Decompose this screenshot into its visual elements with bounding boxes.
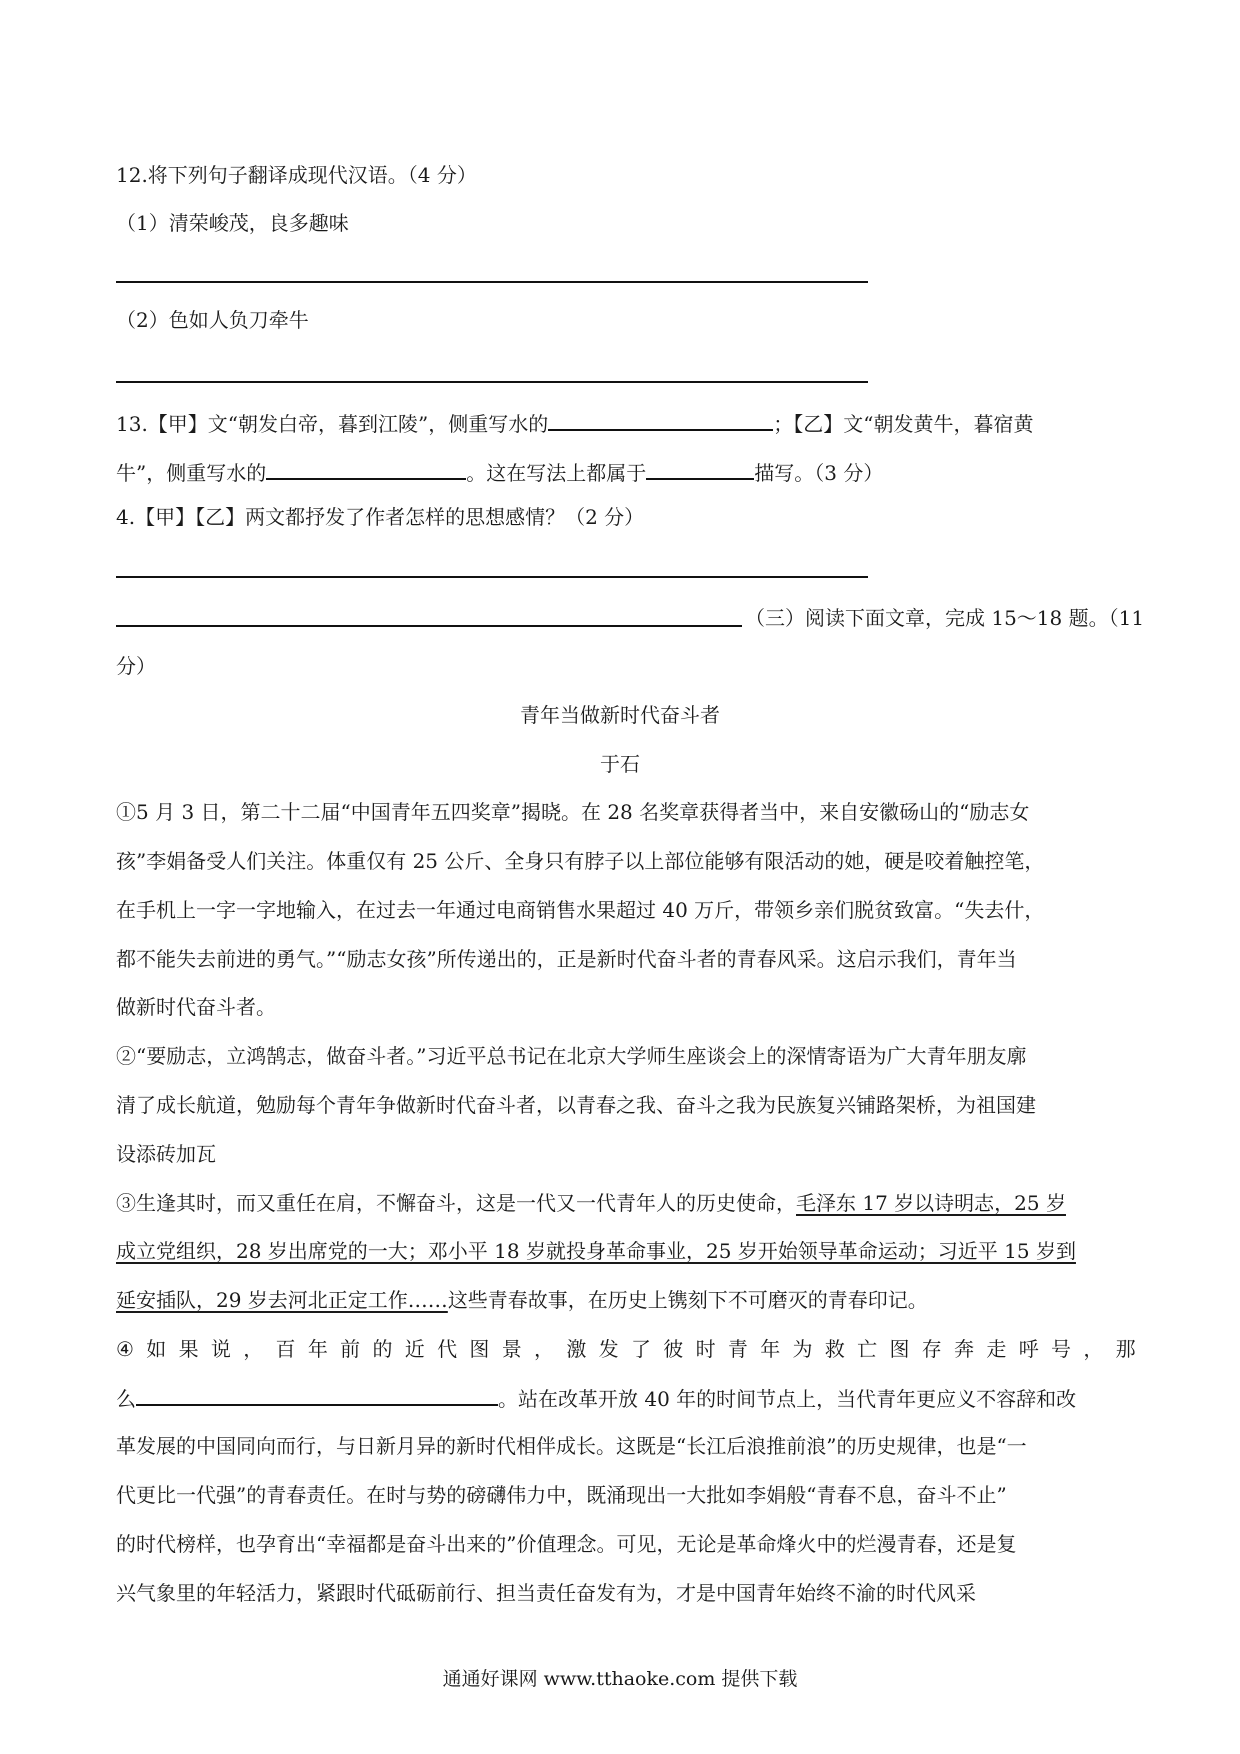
spaced-char: 走 <box>986 1337 1007 1361</box>
spaced-char: 年 <box>760 1337 781 1361</box>
paragraph-2-line: ②“要励志，立鸿鹄志，做奋斗者。”习近平总书记在北京大学师生座谈会上的深情寄语为广大青年朋友廓 <box>116 1044 1027 1068</box>
q13-line-1 <box>116 409 1034 437</box>
paragraph-4-line: 的时代榜样，也孕育出“幸福都是奋斗出来的”价值理念。可见，无论是革命烽火中的烂漫青春，还是复 <box>116 1532 1017 1556</box>
paragraph-3-text: ③生逢其时，而又重任在肩，不懈奋斗，这是一代又一代青年人的历史使命， <box>116 1191 796 1215</box>
paragraph-1-line: 都不能失去前进的勇气。”“励志女孩”所传递出的，正是新时代奋斗者的青春风采。这启示我们，青年当 <box>116 947 1017 971</box>
spaced-char: ④ <box>116 1337 134 1361</box>
paragraph-4-text: 。站在改革开放 40 年的时间节点上，当代青年更应义不容辞和改 <box>498 1387 1077 1411</box>
spaced-char: 激 <box>566 1337 587 1361</box>
spaced-char: 图 <box>889 1337 910 1361</box>
paragraph-4-line <box>116 1384 1076 1412</box>
spaced-char: 呼 <box>1018 1337 1039 1361</box>
spaced-char: 说 <box>210 1337 231 1361</box>
answer-line[interactable] <box>116 576 868 578</box>
paragraph-3-line <box>116 1287 928 1313</box>
spaced-char: 时 <box>695 1337 716 1361</box>
spaced-char: ， <box>534 1337 554 1361</box>
fill-blank[interactable] <box>136 1384 498 1406</box>
spaced-char: 景 <box>501 1337 522 1361</box>
section-3-heading-cont: 分） <box>116 654 156 678</box>
footer-source: 通通好课网 www.tthaoke.com 提供下载 <box>442 1668 798 1690</box>
spaced-char: ， <box>243 1337 264 1361</box>
spaced-char: 近 <box>404 1337 425 1361</box>
spaced-char: 那 <box>1115 1337 1136 1361</box>
paragraph-3-line <box>116 1190 1066 1216</box>
q13-text: 描写。（3 分） <box>754 461 884 485</box>
spaced-char: 年 <box>307 1337 328 1361</box>
spaced-char: 如 <box>146 1337 167 1361</box>
paragraph-4-line: 革发展的中国同向而行，与日新月异的新时代相伴成长。这既是“长江后浪推前浪”的历史规律，也是“一 <box>116 1434 1027 1458</box>
spaced-char: 代 <box>437 1337 458 1361</box>
paragraph-1-line: 孩”李娟备受人们关注。体重仅有 25 公斤、全身只有脖子以上部位能够有限活动的她，硬是咬着触控笔， <box>116 849 1045 873</box>
q12-item-1: （1）清荣峻茂，良多趣味 <box>116 211 349 235</box>
spaced-char: 图 <box>469 1337 490 1361</box>
q13-line-2 <box>116 458 883 486</box>
spaced-char: 救 <box>824 1337 845 1361</box>
answer-line[interactable] <box>116 281 868 283</box>
spaced-char: 果 <box>178 1337 199 1361</box>
section-3-heading: （三）阅读下面文章，完成 15～18 题。（11 <box>745 606 1145 630</box>
spaced-char: 奔 <box>954 1337 975 1361</box>
underlined-text: 成立党组织，28 岁出席党的一大；邓小平 18 岁就投身革命事业，25 岁开始领导革命运动；习近平 15 岁到 <box>116 1239 1076 1263</box>
spaced-char: 前 <box>340 1337 361 1361</box>
paragraph-1-line: ①5 月 3 日，第二十二届“中国青年五四奖章”揭晓。在 28 名奖章获得者当中，来自安徽砀山的“励志女 <box>116 800 1030 824</box>
spaced-char: 号 <box>1051 1337 1071 1361</box>
paragraph-2-line: 设添砖加瓦 <box>116 1142 216 1166</box>
article-title: 青年当做新时代奋斗者 <box>520 703 720 727</box>
paragraph-4-line: 兴气象里的年轻活力，紧跟时代砥砺前行、担当责任奋发有为，才是中国青年始终不渝的时代风采 <box>116 1581 976 1605</box>
fill-blank[interactable] <box>548 409 773 431</box>
q14-title: 4.【甲】【乙】两文都抒发了作者怎样的思想感情？（2 分） <box>116 505 645 529</box>
spaced-char: 了 <box>630 1337 651 1361</box>
q13-text: 13.【甲】文“朝发白帝，暮到江陵”，侧重写水的 <box>116 412 549 436</box>
q13-text: 牛”，侧重写水的 <box>116 461 267 485</box>
fill-blank[interactable] <box>646 458 754 480</box>
fill-blank[interactable] <box>266 458 466 480</box>
spaced-char: 百 <box>275 1337 296 1361</box>
q12-title: 12.将下列句子翻译成现代汉语。（4 分） <box>116 163 477 187</box>
spaced-char: 彼 <box>663 1337 684 1361</box>
paragraph-1-line: 做新时代奋斗者。 <box>116 995 276 1019</box>
answer-line[interactable] <box>116 381 868 383</box>
paragraph-3-text: 这些青春故事，在历史上镌刻下不可磨灭的青春印记。 <box>447 1288 928 1312</box>
spaced-char: 为 <box>792 1337 813 1361</box>
article-author: 于石 <box>600 752 640 776</box>
q12-item-2: （2）色如人负刀牵牛 <box>116 308 309 332</box>
paragraph-4-spaced-line <box>116 1336 1136 1362</box>
q13-text: 。这在写法上都属于 <box>466 461 647 485</box>
q13-text: ；【乙】文“朝发黄牛，暮宿黄 <box>773 412 1034 436</box>
paragraph-1-line: 在手机上一字一字地输入，在过去一年通过电商销售水果超过 40 万斤，带领乡亲们脱贫致富。“失去什， <box>116 898 1045 922</box>
spaced-char: ， <box>1083 1337 1104 1361</box>
spaced-char: 的 <box>372 1337 393 1361</box>
underlined-text: 延安插队，29 岁去河北正定工作…… <box>116 1288 448 1312</box>
paragraph-4-text: 么 <box>116 1387 136 1411</box>
spaced-char: 发 <box>598 1337 619 1361</box>
spaced-char: 存 <box>921 1337 942 1361</box>
spaced-char: 青 <box>727 1337 748 1361</box>
answer-line[interactable] <box>116 625 742 627</box>
spaced-char: 亡 <box>857 1337 878 1361</box>
paragraph-2-line: 清了成长航道，勉励每个青年争做新时代奋斗者，以青春之我、奋斗之我为民族复兴铺路架桥，为祖国建 <box>116 1093 1036 1117</box>
underlined-text: 毛泽东 17 岁以诗明志，25 岁 <box>796 1191 1066 1215</box>
paragraph-4-line: 代更比一代强”的青春责任。在时与势的磅礴伟力中，既涌现出一大批如李娟般“青春不息，奋斗不止” <box>116 1483 1007 1507</box>
